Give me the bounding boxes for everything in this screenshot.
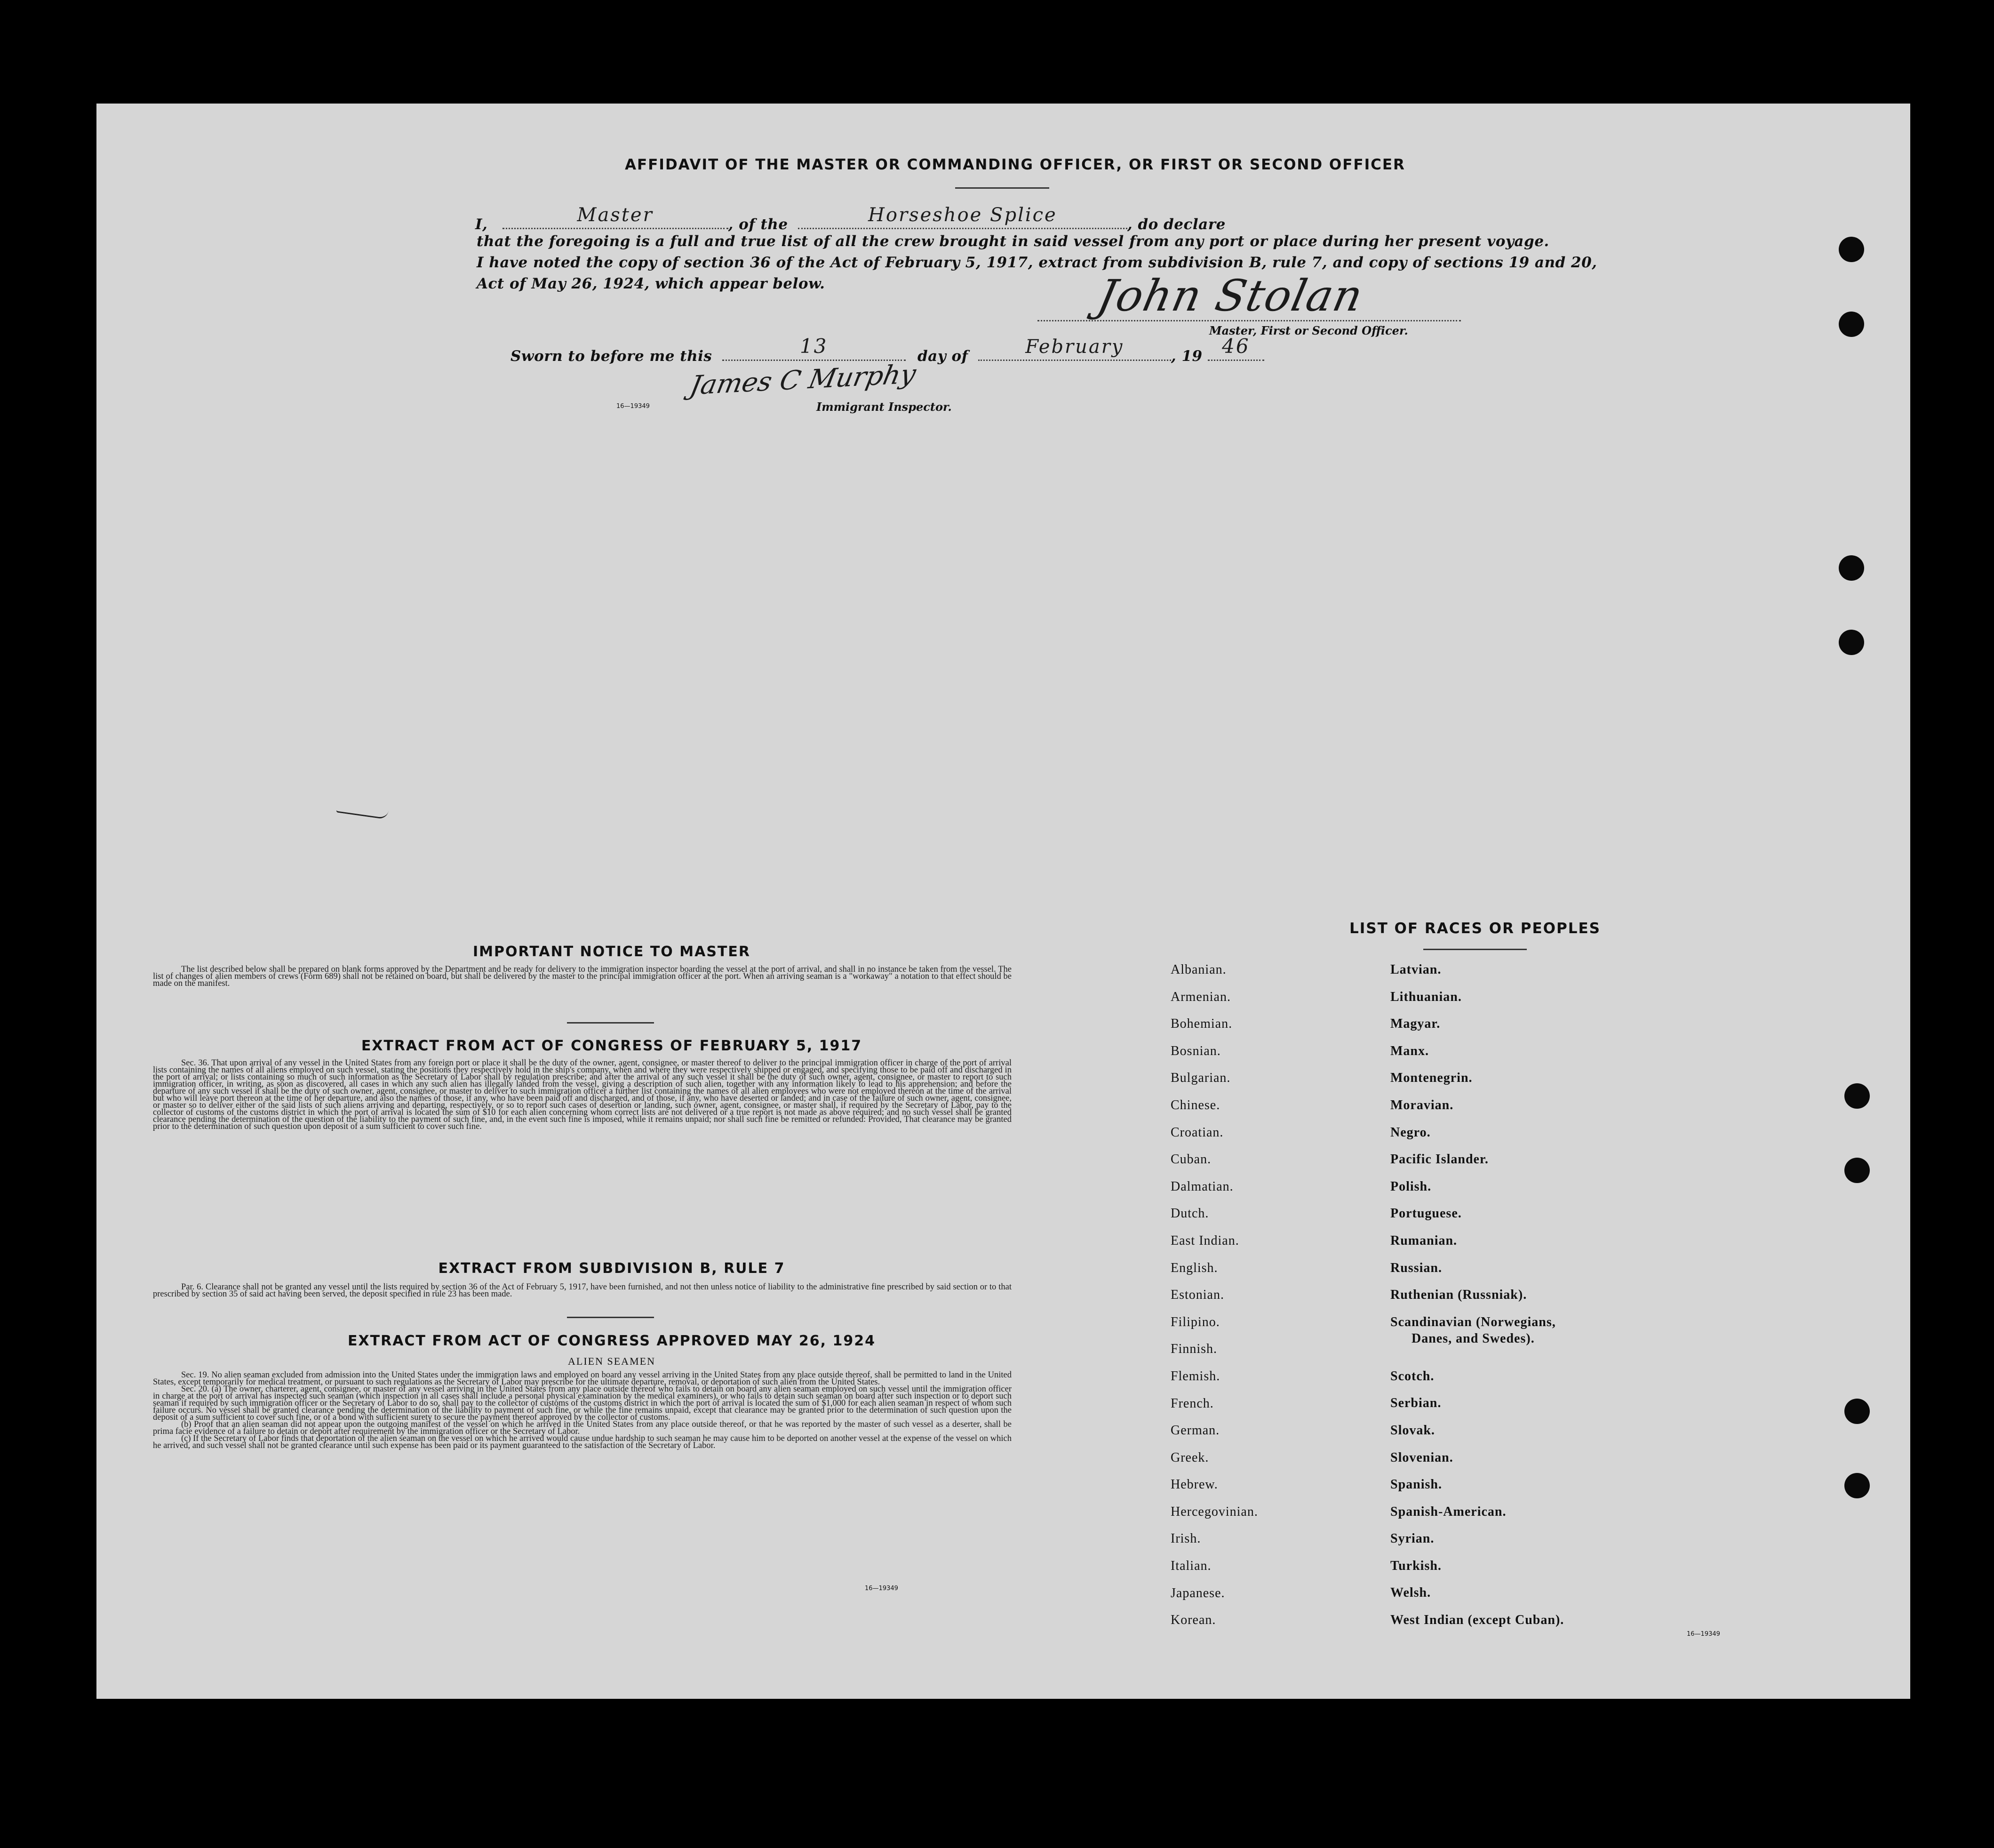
i-label: I, bbox=[475, 216, 488, 233]
master-signature: John Stolan bbox=[1093, 271, 1368, 321]
extract-1924-title: EXTRACT FROM ACT OF CONGRESS APPROVED MAY 26, 1924 bbox=[348, 1333, 876, 1349]
race-item: Armenian. bbox=[1171, 989, 1231, 1004]
race-item: Slovenian. bbox=[1390, 1450, 1453, 1465]
race-item: Montenegrin. bbox=[1390, 1071, 1473, 1086]
race-item: Ruthenian (Russniak). bbox=[1390, 1288, 1527, 1303]
sworn-day-handwriting: 13 bbox=[799, 335, 828, 358]
race-item: Serbian. bbox=[1390, 1396, 1442, 1411]
extract-1917-title: EXTRACT FROM ACT OF CONGRESS OF FEBRUARY 5, 1917 bbox=[361, 1038, 862, 1054]
sec20a-text: Sec. 20. (a) The owner, charterer, agent, consignee, or master of any vessel arriving in the United States from any place outside thereof who fails to detain on board any alien seaman employed on such vessel until the immigration officer in charge at the port of arrival has inspected such seaman (which inspection in all cases shall include a personal physical examination by the medical examiners), or who fails to detain such seaman on board after such inspection or to deport such seaman if required by such immigration officer or the Secretary of Labor to do so, shall pay to the collector of customs of the customs district in which the port of arrival is located the sum of $1,000 for each alien seaman in respect of whom such failure occurs. No vessel shall be granted clearance pending the determination of the liability to payment of such fine, or while the fine remains unpaid, except that clearance may be granted prior to the determination of such question upon the deposit of a sum sufficient to cover such fine, or of a bond with sufficient surety to secure the payment thereof approved by the collector of customs. bbox=[153, 1384, 1012, 1422]
race-item: French. bbox=[1171, 1396, 1214, 1411]
race-item: Japanese. bbox=[1171, 1585, 1225, 1600]
race-item: German. bbox=[1171, 1423, 1220, 1438]
divider bbox=[567, 1022, 654, 1024]
race-item: Korean. bbox=[1171, 1613, 1216, 1628]
race-item: Pacific Islander. bbox=[1390, 1152, 1489, 1167]
races-title: LIST OF RACES OR PEOPLES bbox=[1349, 920, 1601, 937]
race-item: Turkish. bbox=[1390, 1558, 1442, 1573]
punch-hole bbox=[1839, 555, 1864, 581]
race-item: Negro. bbox=[1390, 1125, 1431, 1140]
race-item: Flemish. bbox=[1171, 1368, 1220, 1384]
extract-rule7-body: Par. 6. Clearance shall not be granted any vessel until the lists required by section 36 of the Act of February 5, 1917, have been furnished, and not then unless notice of liability to the administrative fine prescribed by said section or to that prescribed by section 35 of said act having been served, the deposit specified in rule 23 has been made. bbox=[153, 1282, 1012, 1299]
notice-title: IMPORTANT NOTICE TO MASTER bbox=[473, 944, 750, 960]
do-declare-label: , do declare bbox=[1127, 216, 1226, 233]
master-signature-caption: Master, First or Second Officer. bbox=[1209, 324, 1408, 337]
punch-hole bbox=[1844, 1399, 1870, 1424]
race-item: Filipino. bbox=[1171, 1314, 1220, 1329]
affidavit-title: AFFIDAVIT OF THE MASTER OR COMMANDING OFFICER, OR FIRST OR SECOND OFFICER bbox=[625, 156, 1405, 173]
punch-hole bbox=[1839, 630, 1864, 655]
inspector-caption: Immigrant Inspector. bbox=[816, 400, 952, 414]
year-prefix-label: , 19 bbox=[1171, 348, 1203, 365]
inspector-signature: James C Murphy bbox=[687, 359, 919, 401]
document-sheet bbox=[96, 104, 1910, 1699]
race-item: Syrian. bbox=[1390, 1531, 1435, 1546]
extract-1924-body bbox=[153, 1372, 1012, 1449]
race-item: Cuban. bbox=[1171, 1152, 1212, 1167]
race-item: English. bbox=[1171, 1260, 1218, 1275]
race-item: Croatian. bbox=[1171, 1125, 1224, 1140]
declaration-line-1 bbox=[475, 204, 1226, 233]
race-item: Hebrew. bbox=[1171, 1477, 1218, 1492]
race-item: Spanish-American. bbox=[1390, 1504, 1507, 1519]
of-the-label: , of the bbox=[728, 216, 788, 233]
sworn-year-handwriting: 46 bbox=[1222, 335, 1250, 358]
race-item: Russian. bbox=[1390, 1260, 1442, 1275]
pen-mark bbox=[336, 803, 389, 819]
race-item: Polish. bbox=[1390, 1179, 1432, 1194]
punch-hole bbox=[1839, 237, 1864, 262]
sec20b-text: (b) Proof that an alien seaman did not appear upon the outgoing manifest of the vessel on which he arrived in the United States from any place outside thereof, or that he was reported by the master of such vessel as a deserter, shall be prima facie evidence of a failure to detain or deport after requirement by the immigration officer or the Secretary of Labor. bbox=[153, 1420, 1012, 1436]
sworn-year-field[interactable] bbox=[1208, 335, 1264, 361]
race-item: East Indian. bbox=[1171, 1233, 1239, 1248]
extract-1917-body: Sec. 36. That upon arrival of any vessel in the United States from any foreign port or place it shall be the duty of the owner, agent, consignee, or master thereof to deliver to the principal immigration officer in charge of the port of arrival lists containing the names of all aliens employed on such vessel, stating the positions they respectively hold in the ship's company, when and where they were respectively shipped or engaged, and specifying those to be paid off and discharged in the port of arrival; or lists containing so much of such information as the Secretary of Labor shall by regulation prescribe; and after the arrival of any such vessel it shall be the duty of such owner, agent, consignee, or master to report to such immigration officer, in writing, as soon as discovered, all cases in which any such alien has illegally landed from the vessel, giving a description of such alien, together with any information likely to lead to his apprehension; and before the departure of any such vessel it shall be the duty of such owner, agent, consignee, or master to deliver to such immigration officer a further list containing the names of all alien employees who were not employed thereon at the time of the arrival but who will leave port thereon at the time of her departure, and also the names of those, if any, who have been paid off and discharged, and of those, if any, who have deserted or landed; and in case of the failure of such owner, agent, consignee, or master so to deliver either of the said lists of such aliens arriving and departing, respectively, or so to report such cases of desertion or landing, such owner, agent, consignee, or master shall, if required by the Secretary of Labor, pay to the collector of customs of the customs district in which the port of arrival is located the sum of $10 for each alien concerning whom correct lists are not delivered or a true report is not made as above required; and no such vessel shall be granted clearance pending the determination of the question of the liability to the payment of such fine, and, in the event such fine is imposed, while it remains unpaid; nor shall such fine be remitted or refunded: Provided, That clearance may be granted prior to the determination of such question upon deposit of a sum sufficient to cover such fine. bbox=[153, 1058, 1012, 1131]
sworn-month-field[interactable] bbox=[978, 336, 1171, 361]
race-item: Bulgarian. bbox=[1171, 1071, 1231, 1086]
declaration-line-4: Act of May 26, 1924, which appear below. bbox=[477, 275, 825, 292]
extract-rule7-title: EXTRACT FROM SUBDIVISION B, RULE 7 bbox=[438, 1260, 785, 1277]
race-item: Albanian. bbox=[1171, 962, 1227, 977]
race-item: Welsh. bbox=[1390, 1585, 1431, 1600]
punch-hole bbox=[1844, 1473, 1870, 1498]
alien-seamen-subtitle: ALIEN SEAMEN bbox=[568, 1355, 655, 1367]
sec20c-text: (c) If the Secretary of Labor finds that deportation of the alien seaman on the vessel on which he arrived would cause undue hardship to such seaman he may cause him to be deported on another vessel at the expense of the vessel on which he arrived, and such vessel shall not be granted clearance until such expense has been paid or its payment guaranteed to the satisfaction of the Secretary of Labor. bbox=[153, 1434, 1012, 1450]
divider bbox=[1423, 949, 1527, 950]
declaration-line-2: that the foregoing is a full and true list of all the crew brought in said vessel from any port or place during her present voyage. bbox=[477, 233, 1549, 250]
officer-name-field[interactable] bbox=[502, 204, 728, 229]
race-item: Moravian. bbox=[1390, 1097, 1454, 1112]
sworn-month-handwriting: February bbox=[1025, 336, 1124, 358]
vessel-name-field[interactable] bbox=[798, 204, 1127, 229]
divider bbox=[955, 187, 1049, 189]
notice-body: The list described below shall be prepared on blank forms approved by the Department and be ready for delivery to the immigration inspector boarding the vessel at the port of arrival, and shall in no instance be taken from the vessel. The list of changes of alien members of crews (Form 689) shall not be retained on board, but shall be delivered by the master to the principal immigration officer at the port. When an arriving seaman is a "workaway" a notation to that effect should be made on the manifest. bbox=[153, 965, 1012, 988]
race-item: Spanish. bbox=[1390, 1477, 1442, 1492]
officer-name-handwriting: Master bbox=[577, 204, 654, 226]
race-item: Bohemian. bbox=[1171, 1016, 1233, 1032]
race-item: Slovak. bbox=[1390, 1423, 1435, 1438]
race-item: Scotch. bbox=[1390, 1368, 1435, 1384]
race-item: Danes, and Swedes). bbox=[1412, 1331, 1535, 1346]
punch-hole bbox=[1844, 1158, 1870, 1183]
punch-hole bbox=[1839, 312, 1864, 337]
affidavit-form-number: 16—19349 bbox=[616, 403, 650, 410]
divider bbox=[567, 1317, 654, 1318]
race-item: Dutch. bbox=[1171, 1206, 1209, 1221]
sworn-day-field[interactable] bbox=[722, 335, 906, 361]
vessel-name-handwriting: Horseshoe Splice bbox=[868, 204, 1057, 226]
race-item: Estonian. bbox=[1171, 1288, 1224, 1303]
race-item: Hercegovinian. bbox=[1171, 1504, 1258, 1519]
notice-form-number: 16—19349 bbox=[865, 1585, 898, 1592]
race-item: Portuguese. bbox=[1390, 1206, 1462, 1221]
race-item: Latvian. bbox=[1390, 962, 1442, 977]
race-item: Manx. bbox=[1390, 1043, 1429, 1058]
sec19-text: Sec. 19. No alien seaman excluded from admission into the United States under the immigration laws and employed on board any vessel arriving in the United States from any place outside thereof, shall be permitted to land in the United States, except temporarily for medical treatment, or pursuant to such regulations as the Secretary of Labor may prescribe for the ultimate departure, removal, or deportation of such alien from the United States. bbox=[153, 1370, 1012, 1387]
declaration-line-3: I have noted the copy of section 36 of the Act of February 5, 1917, extract from subdivision B, rule 7, and copy of sections 19 and 20, bbox=[477, 254, 1597, 271]
race-item: Greek. bbox=[1171, 1450, 1209, 1465]
races-form-number: 16—19349 bbox=[1687, 1631, 1720, 1638]
race-item: Lithuanian. bbox=[1390, 989, 1462, 1004]
day-of-label: day of bbox=[917, 348, 968, 365]
race-item: Scandinavian (Norwegians, bbox=[1390, 1314, 1556, 1329]
sworn-label: Sworn to before me this bbox=[510, 348, 712, 365]
races-left-column bbox=[1171, 962, 1258, 1640]
race-item: Italian. bbox=[1171, 1559, 1212, 1574]
race-item: Irish. bbox=[1171, 1531, 1201, 1546]
race-item: Rumanian. bbox=[1390, 1233, 1458, 1248]
race-item: Bosnian. bbox=[1171, 1043, 1221, 1058]
race-item: Chinese. bbox=[1171, 1097, 1220, 1112]
race-item: West Indian (except Cuban). bbox=[1390, 1613, 1564, 1628]
punch-hole bbox=[1844, 1083, 1870, 1109]
race-item: Finnish. bbox=[1171, 1342, 1218, 1357]
races-right-column bbox=[1390, 962, 1564, 1640]
race-item: Magyar. bbox=[1390, 1016, 1441, 1032]
race-item: Dalmatian. bbox=[1171, 1179, 1234, 1194]
